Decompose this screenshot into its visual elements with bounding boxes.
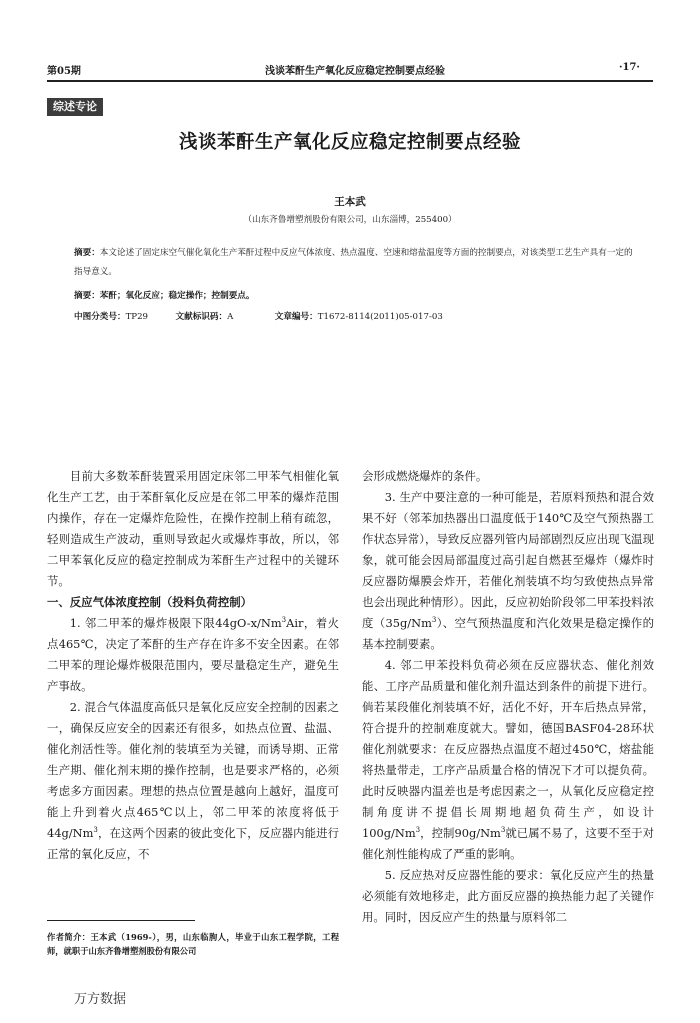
classification-line xyxy=(74,308,654,327)
footnote-rule xyxy=(47,920,195,921)
column-tag xyxy=(47,98,103,116)
right-paragraph-2: 3. 生产中要注意的一种可能是，若原料预热和混合效果不好（邻苯加热器出口温度低于140℃及空气预热器工作状态异常），导致反应器列管内局部剧烈反应出现飞温现象，就可能会因局部温度过高引起自燃甚至爆炸（爆炸时反应器防爆膜会炸开，若催化剂装填不均匀致使热点异常也会出现此种情形）。因此，反应初始阶段邻二甲苯投料浓度（35g/Nm$^3$）、空气预热温度和汽化效果是稳定操作的基本控制要素。 xyxy=(362,490,654,651)
article-title: 浅谈苯酐生产氧化反应稳定控制要点经验 xyxy=(178,132,521,153)
header-running-title: 浅谈苯酐生产氧化反应稳定控制要点经验 xyxy=(265,66,445,77)
left-column xyxy=(47,466,339,865)
author-name: 王本武 xyxy=(334,196,366,208)
abstract-label: 摘要： xyxy=(74,248,100,258)
right-column xyxy=(362,466,654,928)
doc-code-value: A xyxy=(227,312,234,322)
abstract-text: 本文论述了固定床空气催化氧化生产苯酐过程中反应气体浓度、热点温度、空速和熔盐温度等方面的控制要点，对该类型工艺生产具有一定的指导意义。 xyxy=(74,248,633,277)
header-page-number: ·17· xyxy=(619,62,640,73)
keywords xyxy=(74,287,634,306)
clc-label: 中图分类号： xyxy=(74,312,126,322)
left-paragraph-3: 2. 混合气体温度高低只是氧化反应安全控制的因素之一，确保反应安全的因素还有很多，如热点位置、盐温、催化剂活性等。催化剂的装填至为关键，而诱导期、正常生产期、催化剂末期的操作控制，也是要求严格的，必须考虑多方面因素。理想的热点位置是越向上越好，温度可能上升到着火点465℃以上，邻二甲苯的浓度将低于44g/Nm$^3$，在这两个因素的彼此变化下，反应器内能进行正常的氧化反应，不 xyxy=(47,700,339,861)
right-paragraph-3: 4. 邻二甲苯投料负荷必须在反应器状态、催化剂效能、工序产品质量和催化剂升温达到条件的前提下进行。倘若某段催化剂装填不好，活化不好，开车后热点异常，符合提升的控制难度就大。譬如，德国BASF04-28环状催化剂就要求：在反应器热点温度不超过450℃，熔盐能将热量带走，工序产品质量合格的情况下才可以提负荷。此时反映器内温差也是考虑因素之一，从氧化反应稳定控制角度讲不提倡长周期地超负荷生产，如设计100g/Nm$^3$，控制90g/Nm$^3$就已属不易了，这要不至于对催化剂性能构成了严重的影响。 xyxy=(362,658,654,861)
keywords-text: 苯酐；氧化反应；稳定操作；控制要点。 xyxy=(99,291,255,301)
article-id-label: 文章编号： xyxy=(274,312,318,322)
author-footnote: 作者简介：王本武（1969-），男，山东临朐人，毕业于山东工程学院，工程师，就职于山东齐鲁增塑剂股份有限公司 xyxy=(47,932,339,956)
header-issue: 第05期 xyxy=(47,66,81,77)
clc-value: TP29 xyxy=(125,312,149,322)
watermark-text: 万方数据 xyxy=(74,992,127,1007)
column-tag-label: 综述专论 xyxy=(53,100,97,113)
left-paragraph-1: 目前大多数苯酐装置采用固定床邻二甲苯气相催化氧化生产工艺，由于苯酐氧化反应是在邻二甲苯的爆炸范围内操作，存在一定爆炸危险性，在操作控制上稍有疏忽，轻则造成生产波动，重则导致起火或爆炸事故，所以，邻二甲苯氧化反应的稳定控制成为苯酐生产过程中的关键环节。 xyxy=(47,469,339,588)
section-heading-1: 一、反应气体浓度控制（投料负荷控制） xyxy=(47,595,253,609)
article-id-value: T1672-8114(2011)05-017-03 xyxy=(317,312,443,322)
keywords-label: 摘要： xyxy=(74,291,100,301)
header-rule xyxy=(47,80,653,82)
right-paragraph-4: 5. 反应热对反应器性能的要求：氧化反应产生的热量必须能有效地移走，此方面反应器的换热能力起了关键作用。同时，因反应产生的热量与原料邻二 xyxy=(362,868,654,924)
author-affiliation: （山东齐鲁增塑剂股份有限公司，山东淄博，255400） xyxy=(243,215,457,225)
right-paragraph-1: 会形成燃烧爆炸的条件。 xyxy=(362,469,488,483)
abstract xyxy=(74,244,634,282)
left-paragraph-2: 1. 邻二甲苯的爆炸极限下限44gO-x/Nm$^3$Air，着火点465℃，决定了苯酐的生产存在许多不安全因素。在邻二甲苯的理论爆炸极限范围内，要尽量稳定生产，避免生产事故。 xyxy=(47,616,339,693)
doc-code-label: 文献标识码： xyxy=(175,312,228,322)
